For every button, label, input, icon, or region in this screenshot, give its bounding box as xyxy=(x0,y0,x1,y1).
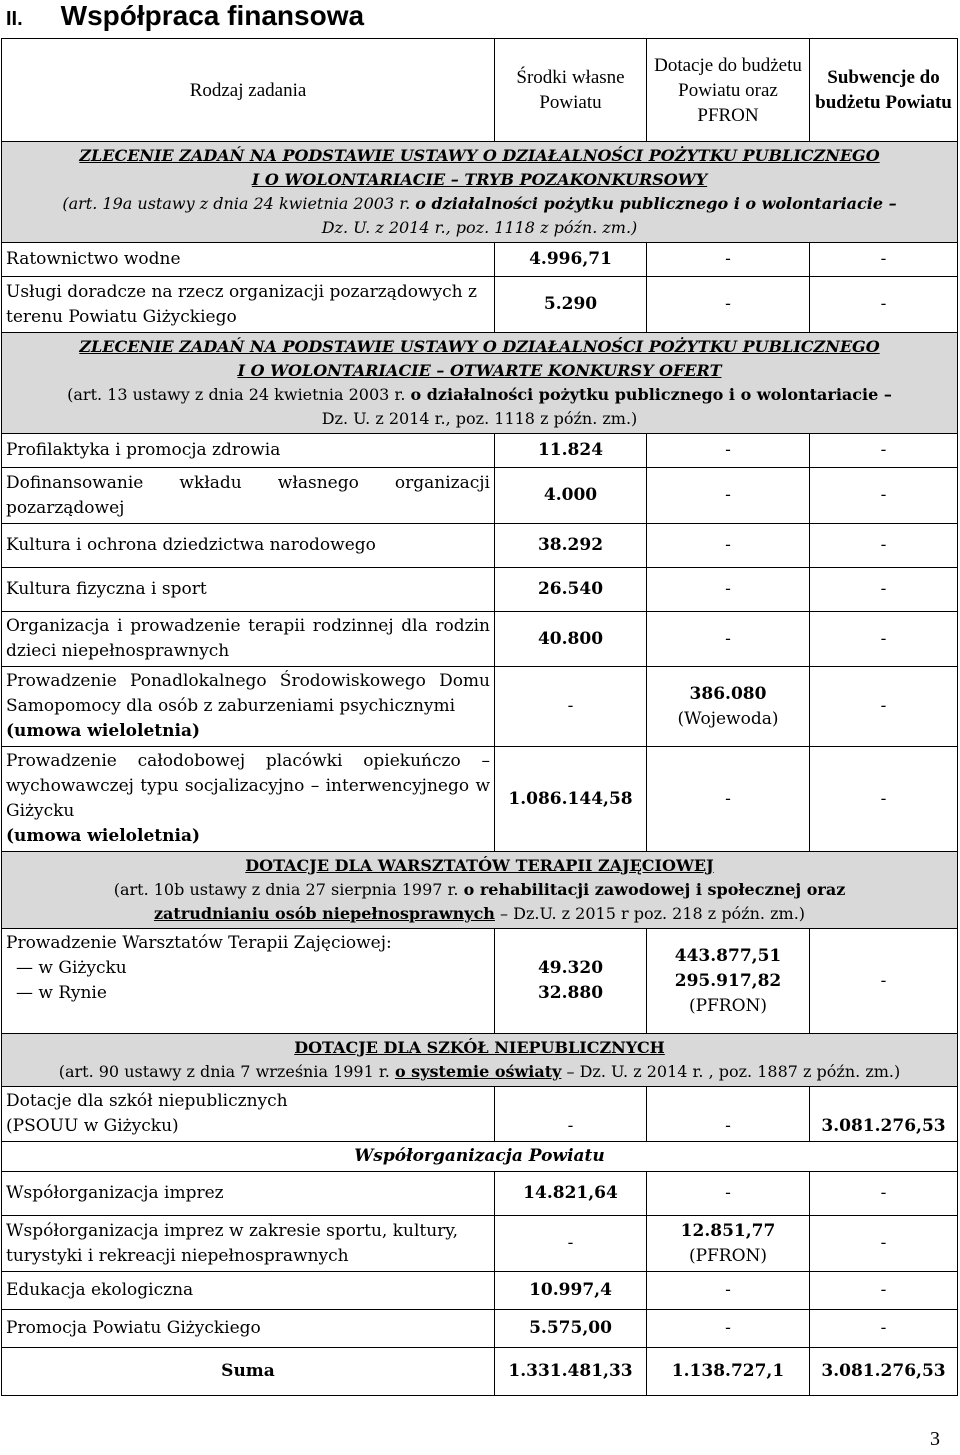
row-grants-cell xyxy=(647,667,810,747)
row-subsidies: - xyxy=(810,1216,958,1272)
row-name: Współorganizacja imprez xyxy=(2,1172,495,1216)
sec1-line4: Dz. U. z 2014 r., poz. 1118 z późn. zm.) xyxy=(321,218,638,237)
row-name-cell: Prowadzenie Warsztatów Terapii Zajęciowej: — w Giżycku — w Rynie xyxy=(2,929,495,1034)
row-grants-cell xyxy=(647,1216,810,1272)
row-grants-note: (PFRON) xyxy=(688,995,768,1016)
row-grants: 386.080 xyxy=(689,683,767,704)
row-grants: - xyxy=(647,468,810,524)
row-subsidies: 3.081.276,53 xyxy=(810,1087,958,1142)
row-name: Prowadzenie całodobowej placówki opiekuńczo – wychowawczej typu socjalizacyjno – interwencyjnego w Giżycku xyxy=(6,751,490,821)
row-own: 26.540 xyxy=(495,568,647,612)
row-subsidies: - xyxy=(810,243,958,277)
table-row xyxy=(2,1172,958,1216)
finance-table xyxy=(1,38,958,1396)
col-header-own: Środki własne Powiatu xyxy=(495,39,647,142)
table-row xyxy=(2,747,958,852)
row-subsidies: - xyxy=(810,1272,958,1310)
row-grants: - xyxy=(647,1172,810,1216)
sec3-line3a: zatrudnianiu osób niepełnosprawnych xyxy=(153,904,495,923)
row-name: Profilaktyka i promocja zdrowia xyxy=(2,434,495,468)
row-grants: - xyxy=(647,524,810,568)
section-header xyxy=(2,1034,958,1087)
page-number: 3 xyxy=(930,1428,940,1450)
row-grants: - xyxy=(647,612,810,667)
sec1-line1: ZLECENIE ZADAŃ NA PODSTAWIE USTAWY O DZIAŁALNOŚCI POŻYTKU PUBLICZNEGO xyxy=(79,146,880,165)
row-own: - xyxy=(495,667,647,747)
row-grants: - xyxy=(647,568,810,612)
total-label: Suma xyxy=(2,1348,495,1396)
row-item: w Giżycku xyxy=(38,958,127,978)
table-row xyxy=(2,612,958,667)
total-subsidies: 3.081.276,53 xyxy=(810,1348,958,1396)
row-item: w Rynie xyxy=(38,983,107,1003)
total-own: 1.331.481,33 xyxy=(495,1348,647,1396)
row-note: (umowa wieloletnia) xyxy=(6,826,201,846)
row-name: Edukacja ekologiczna xyxy=(2,1272,495,1310)
row-grants: - xyxy=(647,434,810,468)
row-own-cell xyxy=(495,929,647,1034)
sec4-line1: DOTACJE DLA SZKÓŁ NIEPUBLICZNYCH xyxy=(294,1038,665,1057)
row-grants: 443.877,51 xyxy=(674,945,782,966)
row-own: - xyxy=(495,1087,647,1142)
table-row xyxy=(2,434,958,468)
sec1-line2: I O WOLONTARIACIE – TRYB POZAKONKURSOWY xyxy=(251,170,708,189)
table-row xyxy=(2,929,958,1034)
row-own: - xyxy=(495,1216,647,1272)
row-grants: - xyxy=(647,277,810,333)
row-subsidies: - xyxy=(810,667,958,747)
sec3-line3b: – Dz.U. z 2015 r poz. 218 z późn. zm.) xyxy=(494,904,806,923)
section-header xyxy=(2,1142,958,1172)
row-name: Promocja Powiatu Giżyckiego xyxy=(2,1310,495,1348)
row-own: 49.320 xyxy=(537,958,604,978)
row-name-cell xyxy=(2,747,495,852)
row-subsidies: - xyxy=(810,524,958,568)
row-subsidies: - xyxy=(810,277,958,333)
table-row xyxy=(2,524,958,568)
table-row xyxy=(2,568,958,612)
table-row xyxy=(2,1310,958,1348)
sec3-line1: DOTACJE DLA WARSZTATÓW TERAPII ZAJĘCIOWEJ xyxy=(245,856,714,875)
sec1-line3b: o działalności pożytku publicznego i o wolontariacie – xyxy=(415,194,897,213)
section-header xyxy=(2,333,958,434)
row-own: 14.821,64 xyxy=(495,1172,647,1216)
section-header-cell xyxy=(2,1034,958,1087)
sec2-line1: ZLECENIE ZADAŃ NA PODSTAWIE USTAWY O DZIAŁALNOŚCI POŻYTKU PUBLICZNEGO xyxy=(79,337,880,356)
row-grants: - xyxy=(647,243,810,277)
row-own: 32.880 xyxy=(537,983,604,1003)
table-row xyxy=(2,667,958,747)
row-name: Prowadzenie Warsztatów Terapii Zajęciowej: xyxy=(6,933,392,953)
row-subsidies: - xyxy=(810,747,958,852)
row-own: 38.292 xyxy=(495,524,647,568)
row-own: 5.575,00 xyxy=(495,1310,647,1348)
row-name: Kultura i ochrona dziedzictwa narodowego xyxy=(2,524,495,568)
section-header-cell xyxy=(2,333,958,434)
row-name-cell xyxy=(2,1087,495,1142)
sec2-line4: Dz. U. z 2014 r., poz. 1118 z późn. zm.) xyxy=(321,409,638,428)
row-grants-note: (PFRON) xyxy=(688,1245,768,1266)
row-grants: - xyxy=(647,1087,810,1142)
row-grants-cell xyxy=(647,929,810,1034)
col-header-grants: Dotacje do budżetu Powiatu oraz PFRON xyxy=(647,39,810,142)
sec4-line2c: – Dz. U. z 2014 r. , poz. 1887 z późn. zm.) xyxy=(561,1062,901,1081)
row-grants: - xyxy=(647,1310,810,1348)
total-row xyxy=(2,1348,958,1396)
row-name: Ratownictwo wodne xyxy=(2,243,495,277)
row-own: 5.290 xyxy=(495,277,647,333)
section-heading xyxy=(6,0,364,32)
row-grants: 12.851,77 xyxy=(680,1220,776,1241)
row-name: Kultura fizyczna i sport xyxy=(2,568,495,612)
header-row xyxy=(2,39,958,142)
section-header xyxy=(2,142,958,243)
sec2-line3b: o działalności pożytku publicznego i o wolontariacie – xyxy=(410,385,892,404)
table-row xyxy=(2,468,958,524)
row-own: 11.824 xyxy=(495,434,647,468)
table-row xyxy=(2,277,958,333)
row-grants: 295.917,82 xyxy=(674,970,782,991)
row-subsidies: - xyxy=(810,468,958,524)
row-subsidies: - xyxy=(810,568,958,612)
row-own: 4.000 xyxy=(495,468,647,524)
table-row xyxy=(2,1216,958,1272)
sec2-line2: I O WOLONTARIACIE – OTWARTE KONKURSY OFERT xyxy=(237,361,722,380)
sec4-line2a: (art. 90 ustawy z dnia 7 września 1991 r. xyxy=(58,1062,395,1081)
row-own: 10.997,4 xyxy=(495,1272,647,1310)
section-header-cell xyxy=(2,142,958,243)
row-grants: - xyxy=(647,1272,810,1310)
row-subsidies: - xyxy=(810,1310,958,1348)
row-subsidies: - xyxy=(810,612,958,667)
sec2-line3a: (art. 13 ustawy z dnia 24 kwietnia 2003 r. xyxy=(67,385,411,404)
row-grants-note: (Wojewoda) xyxy=(677,708,779,729)
row-subsidies: - xyxy=(810,434,958,468)
total-grants: 1.138.727,1 xyxy=(647,1348,810,1396)
row-name: Współorganizacja imprez w zakresie sportu, kultury, turystyki i rekreacji niepełnosprawnych xyxy=(2,1216,495,1272)
row-note: (umowa wieloletnia) xyxy=(6,721,201,741)
row-subsidies: - xyxy=(810,1172,958,1216)
table-row xyxy=(2,1272,958,1310)
row-name: Dofinansowanie wkładu własnego organizacji pozarządowej xyxy=(2,468,495,524)
row-grants: - xyxy=(647,747,810,852)
col-header-subsidies: Subwencje do budżetu Powiatu xyxy=(810,39,958,142)
row-own: 1.086.144,58 xyxy=(495,747,647,852)
section-title: Współpraca finansowa xyxy=(60,0,365,31)
row-name: (PSOUU w Giżycku) xyxy=(6,1116,179,1136)
section-header xyxy=(2,852,958,929)
row-name: Organizacja i prowadzenie terapii rodzinnej dla rodzin dzieci niepełnosprawnych xyxy=(2,612,495,667)
row-own: 40.800 xyxy=(495,612,647,667)
sec1-line3a: (art. 19a ustawy z dnia 24 kwietnia 2003 r. xyxy=(62,194,416,213)
sec3-line2b: o rehabilitacji zawodowej i społecznej oraz xyxy=(463,880,846,899)
row-name: Prowadzenie Ponadlokalnego Środowiskowego Domu Samopomocy dla osób z zaburzeniami psychicznymi xyxy=(6,671,490,716)
row-name: Usługi doradcze na rzecz organizacji pozarządowych z terenu Powiatu Giżyckiego xyxy=(2,277,495,333)
sec4-line2b: o systemie oświaty xyxy=(394,1062,562,1081)
row-name: Dotacje dla szkół niepublicznych xyxy=(6,1091,288,1111)
table-row xyxy=(2,1087,958,1142)
section-title-cowork: Współorganizacja Powiatu xyxy=(2,1142,958,1172)
row-name-cell xyxy=(2,667,495,747)
section-number: II. xyxy=(6,8,23,30)
col-header-task: Rodzaj zadania xyxy=(2,39,495,142)
table-row xyxy=(2,243,958,277)
sec3-line2a: (art. 10b ustawy z dnia 27 sierpnia 1997 r. xyxy=(113,880,464,899)
row-subsidies: - xyxy=(810,929,958,1034)
section-header-cell xyxy=(2,852,958,929)
row-own: 4.996,71 xyxy=(495,243,647,277)
